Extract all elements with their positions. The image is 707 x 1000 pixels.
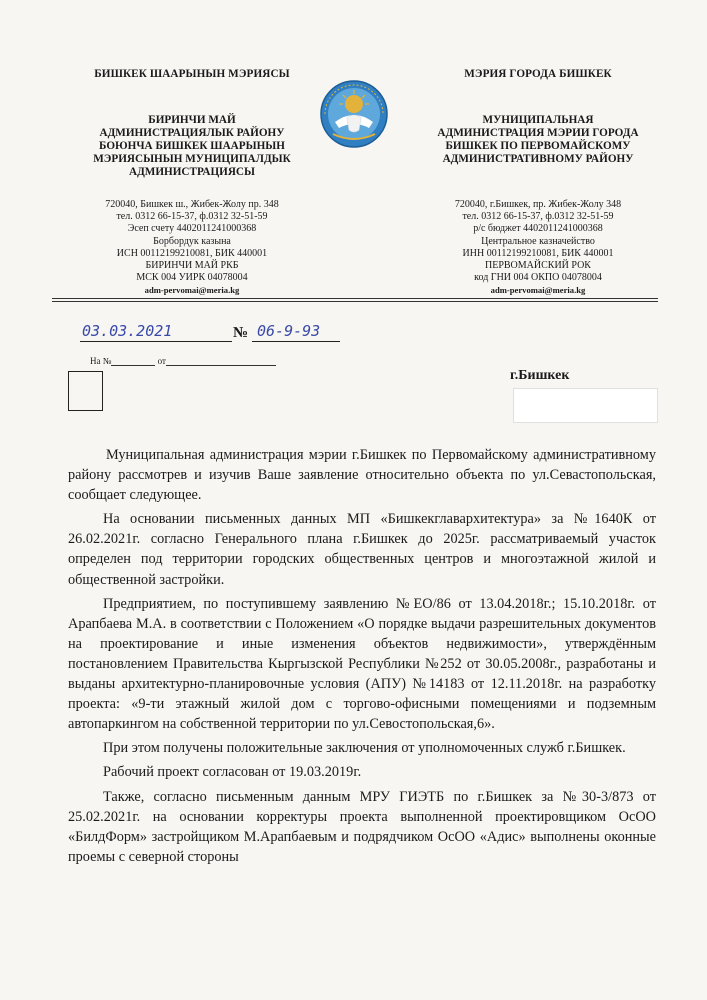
outgoing-date: 03.03.2021 — [82, 322, 173, 340]
header-right — [398, 68, 678, 297]
header-right-email: adm-pervomai@meria.kg — [490, 285, 586, 296]
header-right-address-line: р/с бюджет 4402011241000368 — [473, 223, 603, 235]
header-left-address-line: МСК 004 УИРК 04078004 — [136, 272, 248, 284]
ot-label: от — [157, 356, 166, 366]
recipient-redaction — [513, 388, 658, 423]
header-left-admin-line: АДМИНИСТРАЦИЯЛЫК РАЙОНУ — [99, 127, 285, 139]
header-right-address-line: 720040, г.Бишкек, пр. Жибек-Жолу 348 — [454, 199, 622, 210]
body-paragraph: Муниципальная администрация мэрии г.Бишкек по Первомайскому административному району рассмотрев и изучив Ваше заявление относительно объекта по ул.Севастопольская, сообщает следующее. — [68, 447, 656, 504]
header-left-address-line: 720040, Бишкек ш., Жибек-Жолу пр. 348 — [105, 199, 279, 210]
header-left-address-line: тел. 0312 66-15-37, ф.0312 32-51-59 — [116, 211, 268, 223]
registration-box — [68, 371, 103, 411]
header-left-city: БИШКЕК ШААРЫНЫН МЭРИЯСЫ — [94, 68, 290, 80]
header-right-address-line: Центральное казначейство — [481, 235, 595, 247]
header-right-admin-line: АДМИНИСТРАЦИЯ МЭРИИ ГОРОДА — [437, 127, 639, 139]
header-right-admin-line: БИШКЕК ПО ПЕРВОМАЙСКОМУ — [445, 140, 631, 152]
body-paragraph: При этом получены положительные заключения от уполномоченных служб г.Бишкек. — [103, 740, 626, 757]
ot-blank — [166, 355, 276, 366]
body-paragraph: Рабочий проект согласован от 19.03.2019г. — [103, 764, 362, 781]
header-divider — [52, 301, 658, 302]
header-left-admin-line: БОЮНЧА БИШКЕК ШААРЫНЫН — [99, 140, 285, 152]
kyrgyz-state-emblem-icon — [319, 78, 389, 150]
header-divider — [52, 298, 658, 299]
na-label: На № — [90, 356, 112, 366]
header-left-address-line: Борбордук казына — [153, 235, 231, 247]
number-label: № — [233, 325, 249, 341]
body-paragraph: Предприятием, по поступившему заявлению №ЕО/86 от 13.04.2018г.; 15.10.2018г. от Арапбаева М.А. в соответствии с Положением «О порядке выдачи разрешительных документов на проектирование и иные изменения объектов недвижимости», утверждённым постановлением Правительства Кыргызской Республики №252 от 30.05.2008г., разработаны и выданы архитектурно-планировочные условия (АПУ) №14183 от 12.11.2018г. на разработку проекта: «9-ти этажный жилой дом с торгово-офисными помещениями и подземным автопаркингом на собственной территории по ул.Севостопольская,6». — [68, 595, 656, 733]
header-right-admin — [398, 114, 678, 166]
header-left-admin-line: АДМИНИСТРАЦИЯСЫ — [128, 166, 255, 178]
date-underline — [80, 341, 232, 342]
header-right-admin-line: АДМИНИСТРАТИВНОМУ РАЙОНУ — [442, 153, 634, 165]
number-underline — [252, 341, 340, 342]
header-left-admin-line: МЭРИЯСЫНЫН МУНИЦИПАЛДЫК — [93, 153, 291, 165]
header-left-address — [52, 199, 332, 297]
recipient-city: г.Бишкек — [510, 368, 570, 383]
header-right-admin-line: МУНИЦИПАЛЬНАЯ — [482, 114, 594, 126]
header-right-address-line: ИНН 00112199210081, БИК 440001 — [462, 247, 614, 259]
incoming-reference — [90, 355, 276, 366]
body-paragraph: Также, согласно письменным данным МРУ ГИЭТБ по г.Бишкек за №30-3/873 от 25.02.2021г. на основании корректуры проекта выполненной проектировщиком ОсОО «БилдФорм» застройщиком М.Арапбаевым и подрядчиком ОсОО «Адис» выполнены оконные проемы с северной стороны — [68, 788, 656, 865]
header-left-address-line: ИСН 00112199210081, БИК 440001 — [116, 247, 268, 259]
header-left-admin — [52, 114, 332, 179]
header-left-address-line: БИРИНЧИ МАЙ РКБ — [145, 260, 239, 272]
header-left — [52, 68, 332, 297]
body-paragraph: На основании письменных данных МП «Бишкекглавархитектура» за №1640К от 26.02.2021г. согласно Генерального плана г.Бишкек до 2025г. рассматриваемый участок определен под территории городских общественных центров и многоэтажной жилой и общественной застройки. — [68, 511, 656, 588]
header-right-address — [398, 199, 678, 297]
header-left-email: adm-pervomai@meria.kg — [144, 285, 240, 296]
outgoing-number: 06-9-93 — [257, 322, 321, 340]
header-right-address-line: код ГНИ 004 ОКПО 04078004 — [474, 272, 602, 284]
na-blank — [111, 355, 155, 366]
header-right-city: МЭРИЯ ГОРОДА БИШКЕК — [464, 68, 612, 80]
header-left-admin-line: БИРИНЧИ МАЙ — [148, 114, 236, 126]
letter-body — [68, 445, 656, 867]
header-left-address-line: Эсеп счету 4402011241000368 — [127, 223, 257, 235]
header-right-address-line: ПЕРВОМАЙСКИЙ РОК — [485, 260, 591, 272]
header-right-address-line: тел. 0312 66-15-37, ф.0312 32-51-59 — [462, 211, 614, 223]
